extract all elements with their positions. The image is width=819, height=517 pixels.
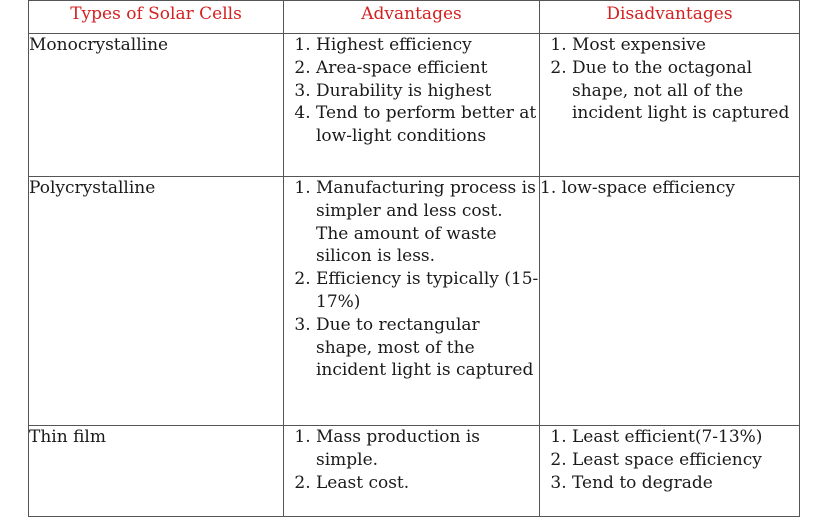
cell-type: Thin film <box>29 426 284 517</box>
disadvantages-text: 1. low-space efficiency <box>540 178 735 198</box>
list-item: 3. Durability is highest <box>316 80 539 103</box>
list-item: 2. Due to the octagonal shape, not all of the incident light is captured <box>572 57 799 125</box>
list-item: 2. Least cost. <box>316 472 539 495</box>
list-item: 3. Tend to degrade <box>572 472 799 495</box>
advantages-list <box>284 426 539 494</box>
disadvantages-list <box>540 34 799 125</box>
cell-type: Polycrystalline <box>29 177 284 426</box>
header-disadvantages: Disadvantages <box>540 1 800 34</box>
header-advantages: Advantages <box>284 1 540 34</box>
cell-type: Monocrystalline <box>29 34 284 177</box>
advantages-list <box>284 177 539 382</box>
cell-advantages <box>284 34 540 177</box>
list-item: 1. Least efficient(7-13%) <box>572 426 799 449</box>
header-row <box>29 1 800 34</box>
advantages-list <box>284 34 539 148</box>
disadvantages-list <box>540 426 799 494</box>
table-row-monocrystalline <box>29 34 800 177</box>
table-row-thin-film <box>29 426 800 517</box>
solar-cells-table <box>28 0 800 517</box>
list-item: 4. Tend to perform better at low-light conditions <box>316 102 539 148</box>
cell-disadvantages <box>540 177 800 426</box>
list-item: 1. Most expensive <box>572 34 799 57</box>
list-item: 1. Highest efficiency <box>316 34 539 57</box>
list-item: 2. Efficiency is typically (15-17%) <box>316 268 539 314</box>
list-item: 2. Area-space efficient <box>316 57 539 80</box>
cell-advantages <box>284 177 540 426</box>
table-row-polycrystalline <box>29 177 800 426</box>
cell-advantages <box>284 426 540 517</box>
list-item: 1. Mass production is simple. <box>316 426 539 472</box>
solar-cells-table-wrapper <box>28 0 799 517</box>
cell-disadvantages <box>540 426 800 517</box>
list-item: 2. Least space efficiency <box>572 449 799 472</box>
list-item: 1. Manufacturing process is simpler and less cost. The amount of waste silicon is less. <box>316 177 539 268</box>
cell-disadvantages <box>540 34 800 177</box>
header-types: Types of Solar Cells <box>29 1 284 34</box>
list-item: 3. Due to rectangular shape, most of the incident light is captured <box>316 314 539 382</box>
